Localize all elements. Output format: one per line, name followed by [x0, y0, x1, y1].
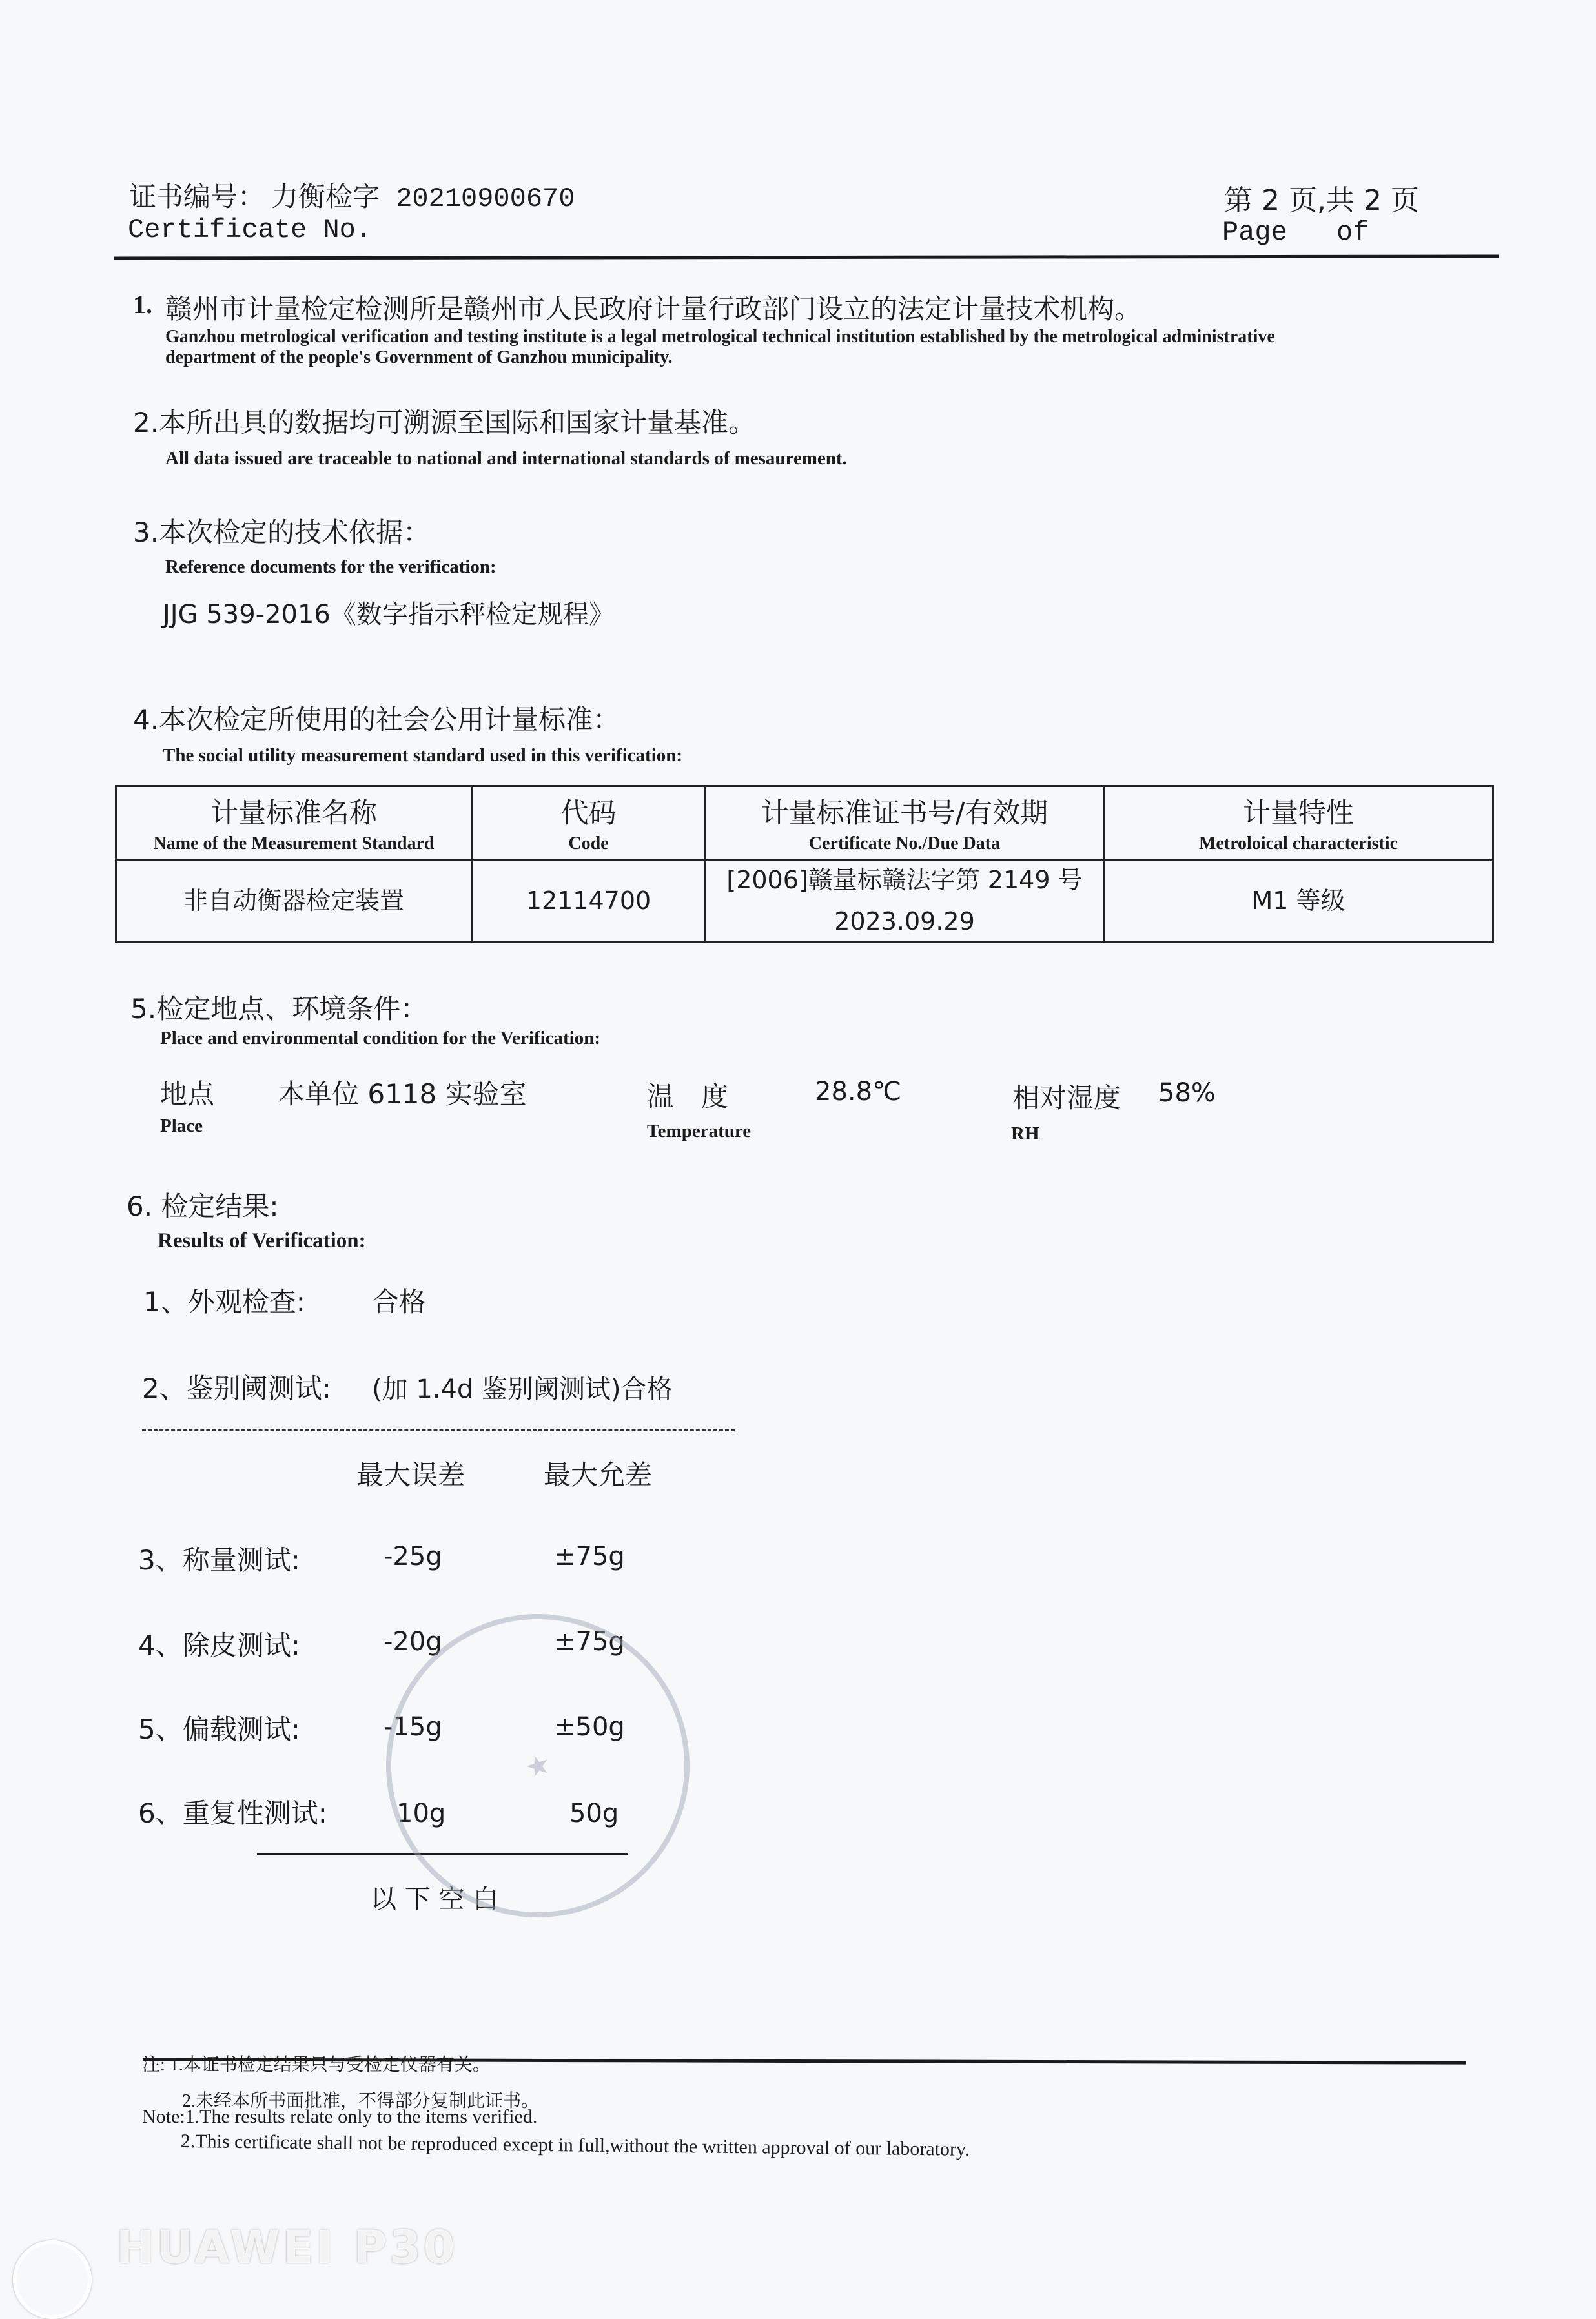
repeatability-test-error: 10g — [396, 1799, 446, 1828]
section1-zh: 赣州市计量检定检测所是赣州市人民政府计量行政部门设立的法定计量技术机构。 — [165, 293, 1142, 325]
table-header-code-zh: 代码 — [560, 797, 617, 830]
table-header-code-en: Code — [568, 833, 609, 853]
discrimination-test-value: (加 1.4d 鉴别阈测试)合格 — [372, 1374, 673, 1404]
weighing-test-error: -25g — [384, 1542, 442, 1571]
place-label-zh: 地点 — [160, 1078, 215, 1110]
page-label-en: Page — [1222, 217, 1287, 248]
table-header-char-en: Metroloical characteristic — [1198, 833, 1398, 853]
tare-test-allow: ±75g — [554, 1627, 625, 1657]
eccentricity-test-label: 5、偏载测试: — [138, 1713, 300, 1745]
page-of-en: of — [1336, 217, 1369, 248]
header-rule — [114, 255, 1499, 260]
appearance-check-label: 1、外观检查: — [143, 1286, 305, 1318]
results-dashed-separator — [142, 1429, 735, 1431]
table-header-cert-en: Certificate No./Due Data — [808, 833, 1001, 853]
table-header-cert — [706, 787, 1103, 859]
tare-test-label: 4、除皮测试: — [138, 1629, 300, 1661]
place-label-en: Place — [160, 1116, 203, 1136]
cert-no-value: 力衡检字 20210900670 — [271, 183, 575, 214]
section2-en: All data issued are traceable to national and international standards of mesaurement. — [165, 448, 847, 469]
repeatability-test-allow: 50g — [569, 1799, 619, 1828]
table-value-cert-no: [2006]赣量标赣法字第 2149 号 — [726, 866, 1083, 894]
section3-reference-doc: JJG 539-2016《数字指示秤检定规程》 — [163, 600, 615, 629]
section6-zh: 6. 检定结果: — [127, 1190, 279, 1222]
section1-number: 1. — [133, 290, 152, 319]
discrimination-test-label: 2、鉴别阈测试: — [142, 1373, 331, 1404]
section4-zh: 4.本次检定所使用的社会公用计量标准： — [133, 704, 620, 735]
section5-en: Place and environmental condition for the Verification: — [160, 1028, 601, 1048]
table-value-code: 12114700 — [526, 886, 651, 915]
note-en-1: Note:1.The results relate only to the items verified. — [142, 2106, 538, 2127]
table-cell-cert — [706, 861, 1103, 941]
rh-label-en: RH — [1011, 1123, 1039, 1144]
tare-test-error: -20g — [384, 1627, 442, 1657]
official-seal-stamp — [386, 1614, 690, 1917]
table-header-char-zh: 计量特性 — [1243, 797, 1354, 830]
blank-below-note: 以 下 空 白 — [371, 1885, 499, 1914]
section3-zh: 3.本次检定的技术依据： — [133, 516, 431, 548]
table-cell-code — [473, 861, 704, 941]
repeatability-test-label: 6、重复性测试: — [138, 1797, 327, 1829]
camera-watermark-icon — [13, 2240, 92, 2319]
weighing-test-allow: ±75g — [554, 1542, 625, 1571]
section3-en: Reference documents for the verification: — [165, 557, 496, 577]
table-header-name-en: Name of the Measurement Standard — [153, 833, 435, 853]
eccentricity-test-allow: ±50g — [554, 1712, 625, 1742]
table-header-name-zh: 计量标准名称 — [210, 797, 377, 830]
temperature-value: 28.8℃ — [815, 1077, 901, 1107]
page-number-zh: 第 2 页,共 2 页 — [1224, 184, 1419, 217]
section4-en: The social utility measurement standard used in this verification: — [163, 745, 683, 766]
temperature-label-zh: 温 度 — [647, 1081, 729, 1112]
table-value-due-date: 2023.09.29 — [834, 907, 975, 935]
eccentricity-test-error: -15g — [384, 1712, 442, 1742]
cert-no-label-en: Certificate No. — [128, 214, 373, 245]
camera-watermark-text: HUAWEI P30 — [116, 2221, 458, 2274]
section2-zh: 2.本所出具的数据均可溯源至国际和国家计量基准。 — [133, 407, 756, 438]
table-value-name: 非自动衡器检定装置 — [183, 886, 404, 915]
note-en-2: 2.This certificate shall not be reproduced except in full,without the written approval of our laboratory. — [180, 2130, 970, 2160]
appearance-check-value: 合格 — [372, 1286, 427, 1318]
place-value: 本单位 6118 实验室 — [278, 1078, 527, 1110]
measurement-standard-table — [115, 785, 1494, 943]
section5-zh: 5.检定地点、环境条件： — [130, 993, 428, 1025]
weighing-test-label: 3、称量测试: — [138, 1544, 300, 1576]
note-zh-1: 注: 1.本证书检定结果只与受检定仪器有关。 — [142, 2055, 491, 2075]
temperature-label-en: Temperature — [647, 1121, 752, 1141]
table-header-name — [117, 787, 471, 859]
table-header-cert-zh: 计量标准证书号/有效期 — [761, 797, 1049, 830]
col-header-max-error: 最大误差 — [356, 1459, 466, 1491]
table-cell-char — [1105, 861, 1492, 941]
section1-en-line1: Ganzhou metrological verification and testing institute is a legal metrological technical institution established by the metrological administrative — [165, 327, 1275, 347]
seal-star-icon: ★ — [520, 1746, 555, 1786]
cert-no-label-zh: 证书编号： — [129, 181, 265, 212]
rh-label-zh: 相对湿度 — [1012, 1082, 1121, 1114]
col-header-max-allow: 最大允差 — [544, 1459, 653, 1491]
section6-en: Results of Verification: — [158, 1229, 366, 1252]
section1-en-line2: department of the people's Government of Ganzhou municipality. — [165, 347, 673, 367]
table-cell-name — [117, 861, 471, 941]
rh-value: 58% — [1158, 1078, 1216, 1108]
table-header-char — [1105, 787, 1492, 859]
table-header-code — [473, 787, 704, 859]
table-value-characteristic: M1 等级 — [1251, 886, 1345, 915]
note-zh-2: 2.未经本所书面批准，不得部分复制此证书。 — [182, 2091, 540, 2111]
